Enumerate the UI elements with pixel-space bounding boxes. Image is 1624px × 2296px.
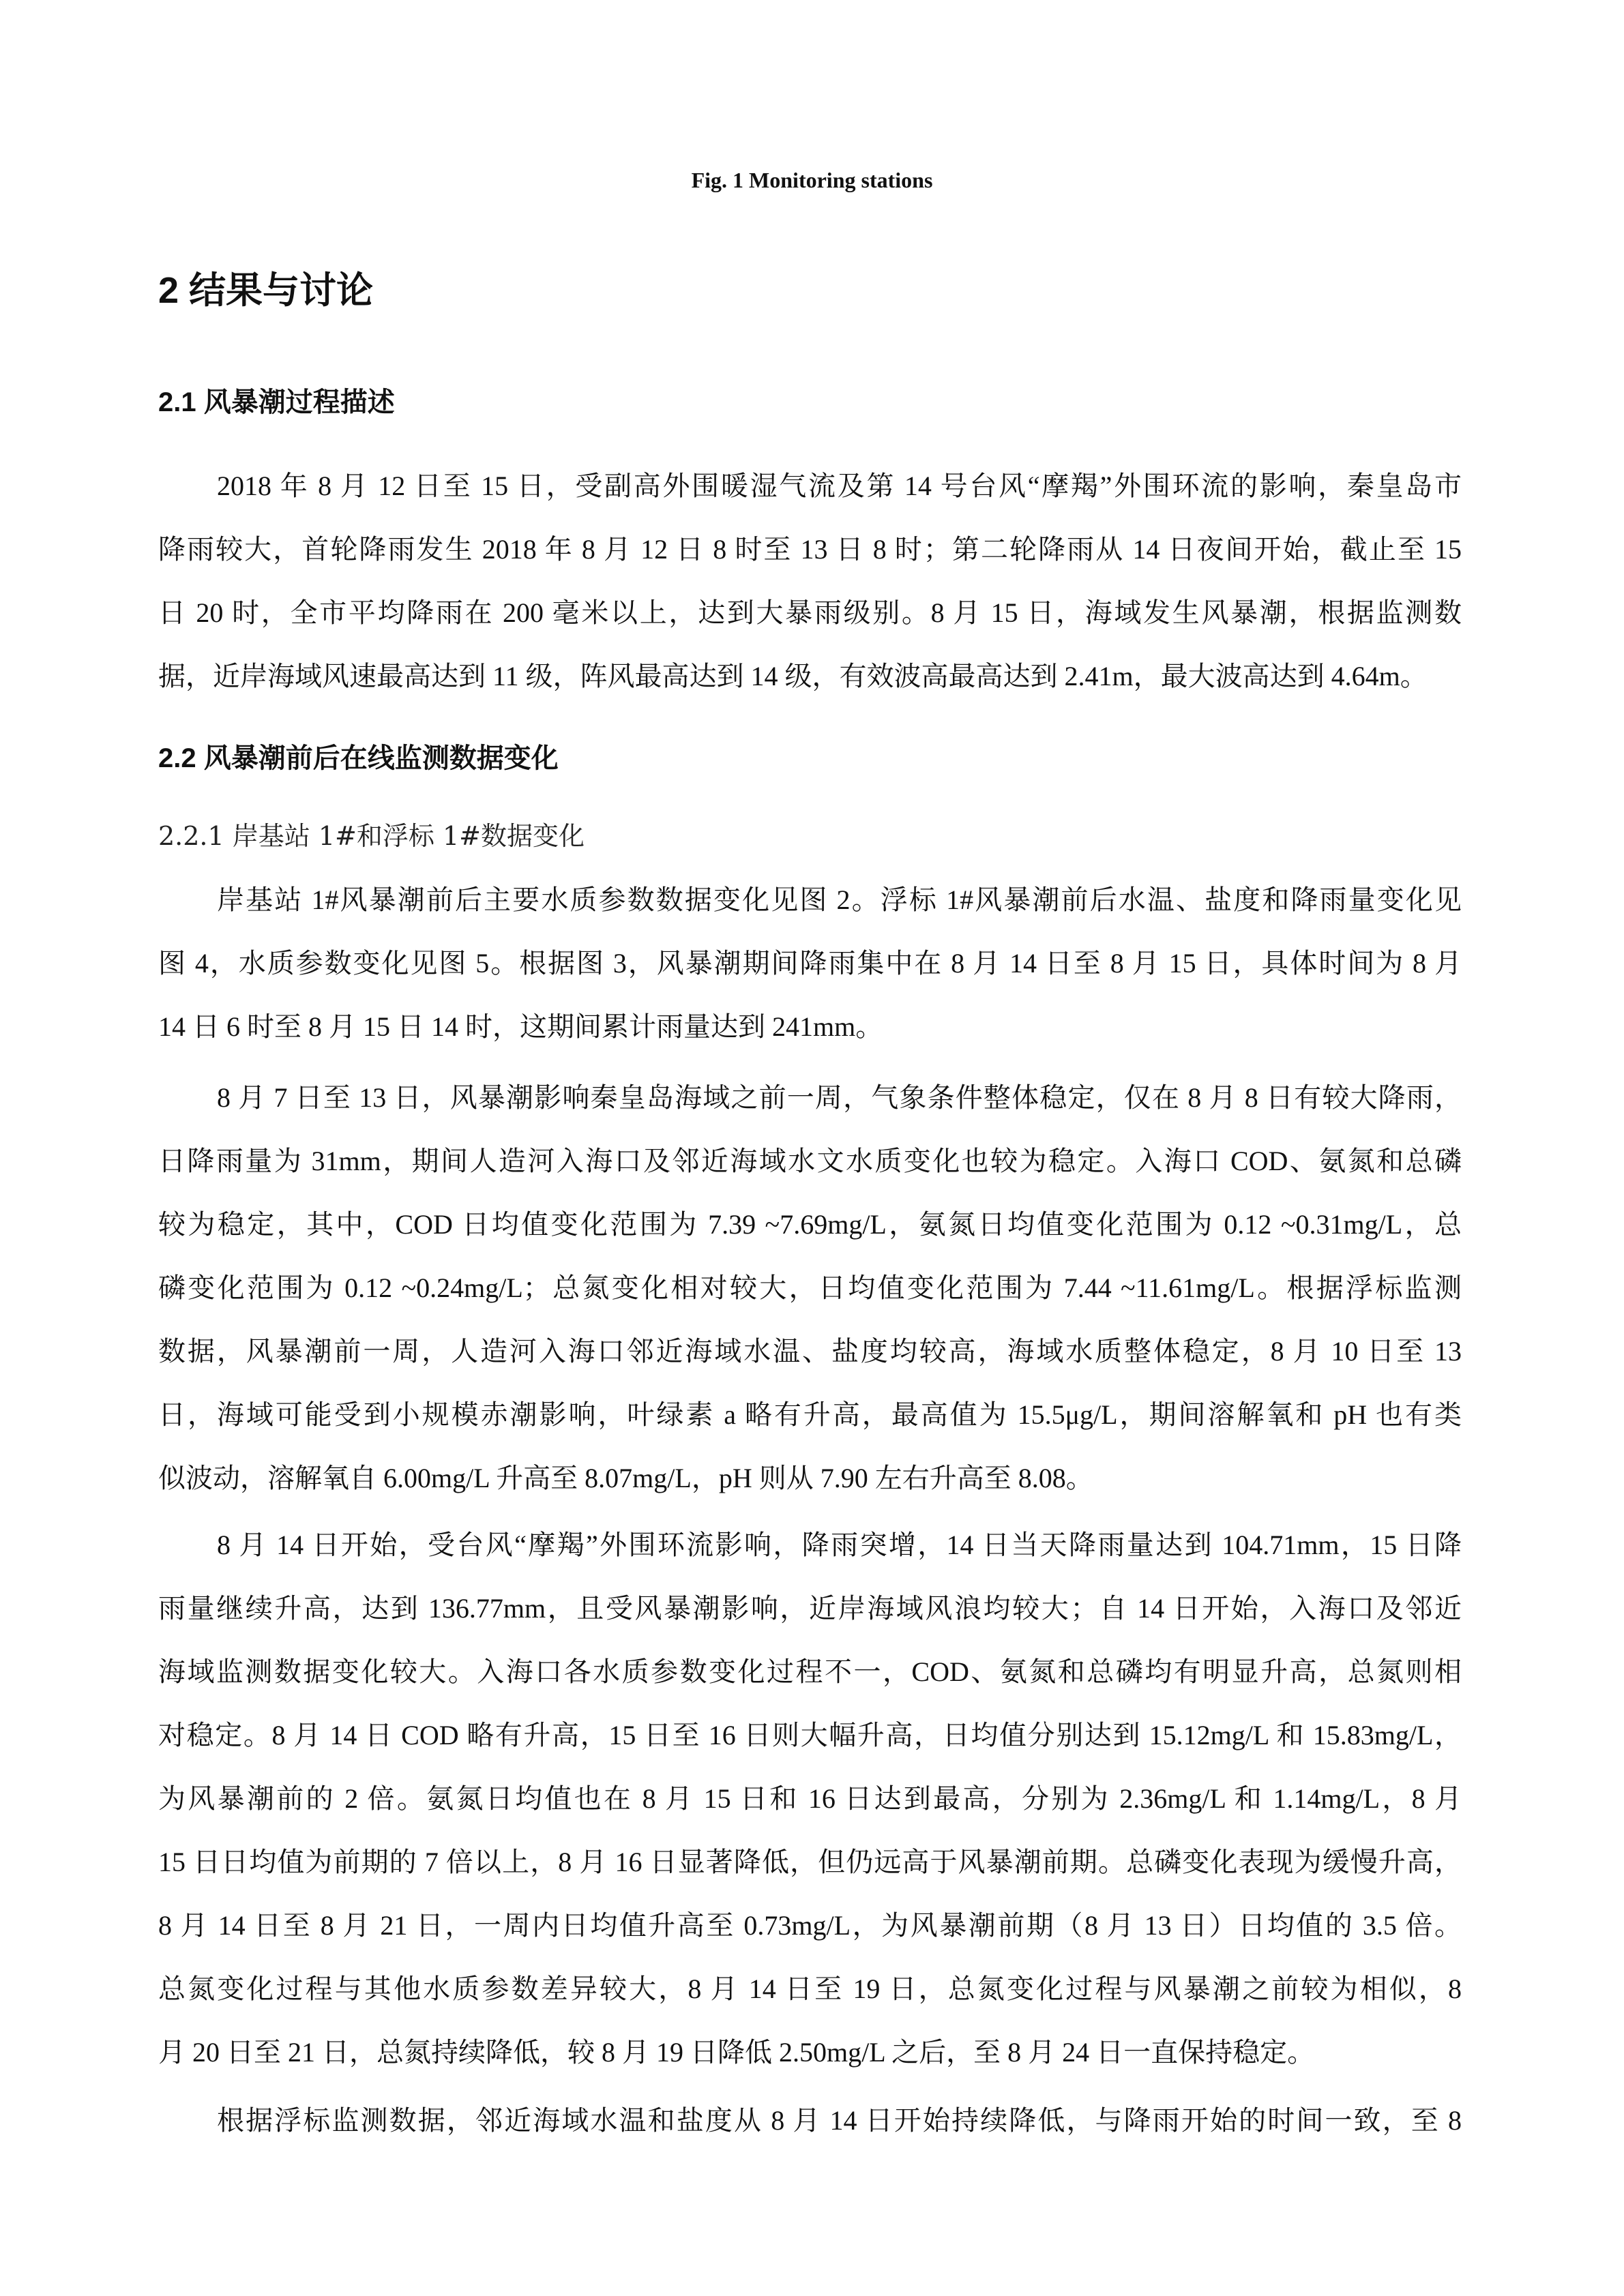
paragraph-line: 较为稳定，其中，COD 日均值变化范围为 7.39 ~7.69mg/L，氨氮日均值变化范围为 0.12 ~0.31mg/L，总: [158, 1209, 1462, 1240]
paragraph-line: 14 日 6 时至 8 月 15 日 14 时，这期间累计雨量达到 241mm。: [158, 1011, 883, 1042]
paragraph-line: 日 20 时，全市平均降雨在 200 毫米以上，达到大暴雨级别。8 月 15 日，海域发生风暴潮，根据监测数: [158, 597, 1462, 628]
paragraph: [158, 2089, 1462, 2152]
paragraph-line: 为风暴潮前的 2 倍。氨氮日均值也在 8 月 15 日和 16 日达到最高，分别为 2.36mg/L 和 1.14mg/L，8 月: [158, 1783, 1462, 1814]
paragraph-line: 降雨较大，首轮降雨发生 2018 年 8 月 12 日 8 时至 13 日 8 时；第二轮降雨从 14 日夜间开始，截止至 15: [158, 534, 1462, 565]
paragraph-line: 日降雨量为 31mm，期间人造河入海口及邻近海域水文水质变化也较为稳定。入海口 COD、氨氮和总磷: [158, 1146, 1462, 1176]
subsection-heading: 2.1 风暴潮过程描述: [158, 387, 395, 417]
paragraph: [158, 454, 1462, 708]
paragraph: [158, 1066, 1462, 1510]
paragraph-line: 2018 年 8 月 12 日至 15 日，受副高外围暖湿气流及第 14 号台风“摩羯”外围环流的影响，秦皇岛市: [217, 471, 1462, 501]
subsection-heading: 2.2 风暴潮前后在线监测数据变化: [158, 743, 559, 773]
paragraph-line: 8 月 7 日至 13 日，风暴潮影响秦皇岛海域之前一周，气象条件整体稳定，仅在 8 月 8 日有较大降雨，: [217, 1082, 1462, 1113]
paragraph: [158, 868, 1462, 1058]
paragraph-line: 雨量继续升高，达到 136.77mm，且受风暴潮影响，近岸海域风浪均较大；自 14 日开始，入海口及邻近: [158, 1593, 1462, 1624]
paragraph-line: 据，近岸海域风速最高达到 11 级，阵风最高达到 14 级，有效波高最高达到 2.41m，最大波高达到 4.64m。: [158, 661, 1428, 691]
paragraph-line: 磷变化范围为 0.12 ~0.24mg/L；总氮变化相对较大，日均值变化范围为 7.44 ~11.61mg/L。根据浮标监测: [158, 1272, 1462, 1303]
paragraph-line: 海域监测数据变化较大。入海口各水质参数变化过程不一，COD、氨氮和总磷均有明显升高，总氮则相: [158, 1656, 1462, 1687]
paragraph-line: 总氮变化过程与其他水质参数差异较大，8 月 14 日至 19 日，总氮变化过程与风暴潮之前较为相似，8: [158, 1973, 1462, 2004]
paragraph-line: 岸基站 1#风暴潮前后主要水质参数数据变化见图 2。浮标 1#风暴潮前后水温、盐度和降雨量变化见: [217, 884, 1462, 915]
figure-caption: Fig. 1 Monitoring stations: [691, 168, 933, 192]
section-heading: 2 结果与讨论: [158, 270, 374, 311]
paragraph-line: 图 4，水质参数变化见图 5。根据图 3，风暴潮期间降雨集中在 8 月 14 日至 8 月 15 日，具体时间为 8 月: [158, 948, 1462, 979]
paragraph-line: 15 日日均值为前期的 7 倍以上，8 月 16 日显著降低，但仍远高于风暴潮前期。总磷变化表现为缓慢升高，: [158, 1847, 1462, 1877]
paragraph-line: 数据，风暴潮前一周，人造河入海口邻近海域水温、盐度均较高，海域水质整体稳定，8 月 10 日至 13: [158, 1336, 1462, 1367]
paragraph-line: 8 月 14 日至 8 月 21 日，一周内日均值升高至 0.73mg/L，为风暴潮前期（8 月 13 日）日均值的 3.5 倍。: [158, 1910, 1462, 1941]
paragraph-line: 对稳定。8 月 14 日 COD 略有升高，15 日至 16 日则大幅升高，日均值分别达到 15.12mg/L 和 15.83mg/L，: [158, 1720, 1462, 1750]
subsubsection-heading: 2.2.1 岸基站 1#和浮标 1#数据变化: [158, 821, 585, 851]
paragraph: [158, 1513, 1462, 2084]
paragraph-line: 根据浮标监测数据，邻近海域水温和盐度从 8 月 14 日开始持续降低，与降雨开始的时间一致，至 8: [217, 2105, 1462, 2136]
paragraph-line: 8 月 14 日开始，受台风“摩羯”外围环流影响，降雨突增，14 日当天降雨量达到 104.71mm，15 日降: [217, 1530, 1462, 1560]
paragraph-line: 似波动，溶解氧自 6.00mg/L 升高至 8.07mg/L，pH 则从 7.90 左右升高至 8.08。: [158, 1463, 1093, 1493]
paragraph-line: 日，海域可能受到小规模赤潮影响，叶绿素 a 略有升高，最高值为 15.5μg/L，期间溶解氧和 pH 也有类: [158, 1399, 1462, 1430]
paragraph-line: 月 20 日至 21 日，总氮持续降低，较 8 月 19 日降低 2.50mg/L 之后，至 8 月 24 日一直保持稳定。: [158, 2037, 1315, 2068]
